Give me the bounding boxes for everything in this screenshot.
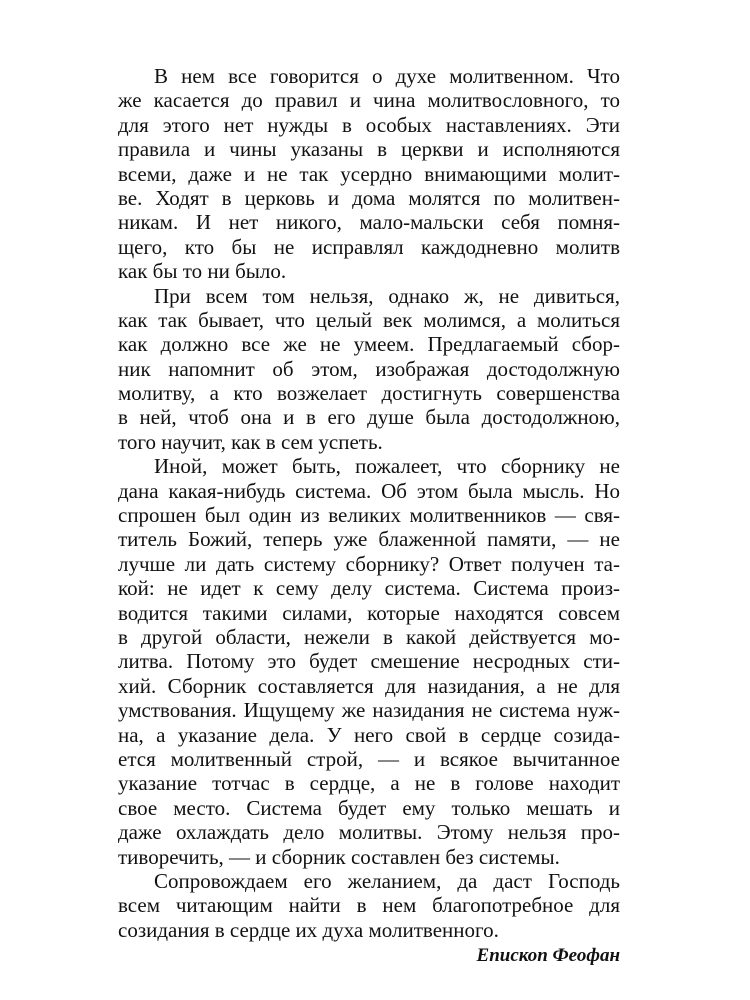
text-line: водится такими силами, которые находятся совсем [118,600,620,625]
paragraph-1 [118,64,620,284]
text-line: умствования. Ищущему же назидания не система нуж- [118,698,620,723]
text-line: спрошен был один из великих молитвенников — свя- [118,503,620,528]
text-line: созидания в сердце их духа молитвенного. [118,917,499,942]
text-line: щего, кто бы не исправлял каждодневно молитв [118,234,620,259]
text-line: хий. Сборник составляется для назидания, а не для [118,673,620,698]
text-line: Сопровождаем его желанием, да даст Господь [154,868,620,893]
text-line: свое место. Система будет ему только мешать и [118,795,620,820]
text-line: тиворечить, — и сборник составлен без системы. [118,844,560,869]
paragraph-4 [118,869,620,942]
text-line: как бы то ни было. [118,259,287,284]
text-line: как так бывает, что целый век молимся, а молиться [118,307,620,332]
document-page [118,64,620,968]
text-line: всеми, даже и не так усердно внимающими молит- [118,161,620,186]
text-line: всем читающим найти в нем благопотребное для [118,893,620,918]
paragraph-2 [118,284,620,455]
text-line: указание тотчас в сердце, а не в голове находит [118,771,620,796]
text-line: в ней, чтоб она и в его душе была достодолжною, [118,405,620,430]
text-line: лучше ли дать систему сборнику? Ответ получен та- [118,551,620,576]
text-line: ется молитвенный строй, — и всякое вычитанное [118,746,620,771]
text-line: титель Божий, теперь уже блаженной памяти, — не [118,527,620,552]
text-line: никам. И нет никого, мало-мальски себя помня- [118,210,620,235]
text-line: для этого нет нужды в особых наставлениях. Эти [118,112,620,137]
text-line: правила и чины указаны в церкви и исполняются [118,137,620,162]
text-line: дана какая-нибудь система. Об этом была мысль. Но [118,478,620,503]
text-line: того научит, как в сем успеть. [118,429,383,454]
text-line: же касается до правил и чина молитвословного, то [118,88,620,113]
text-line: на, а указание дела. У него свой в сердце созида- [118,722,620,747]
text-line: молитву, а кто возжелает достигнуть совершенства [118,381,620,406]
text-line: При всем том нельзя, однако ж, не дивиться, [154,283,620,308]
text-line: даже охлаждать дело молитвы. Этому нельзя про- [118,820,620,845]
author-signature: Епископ Феофан [476,945,620,967]
paragraph-3 [118,454,620,869]
text-line: ве. Ходят в церковь и дома молятся по молитвен- [118,185,620,210]
text-line: Иной, может быть, пожалеет, что сборнику не [154,454,620,479]
text-line: литва. Потому это будет смешение несродных сти- [118,649,620,674]
text-line: в другой области, нежели в какой действуется мо- [118,624,620,649]
text-line: ник напомнит об этом, изображая достодолжную [118,356,620,381]
text-line: как должно все же не умеем. Предлагаемый сбор- [118,332,620,357]
text-line: кой: не идет к сему делу система. Система произ- [118,576,620,601]
text-line: В нем все говорится о духе молитвенном. Что [154,64,620,88]
